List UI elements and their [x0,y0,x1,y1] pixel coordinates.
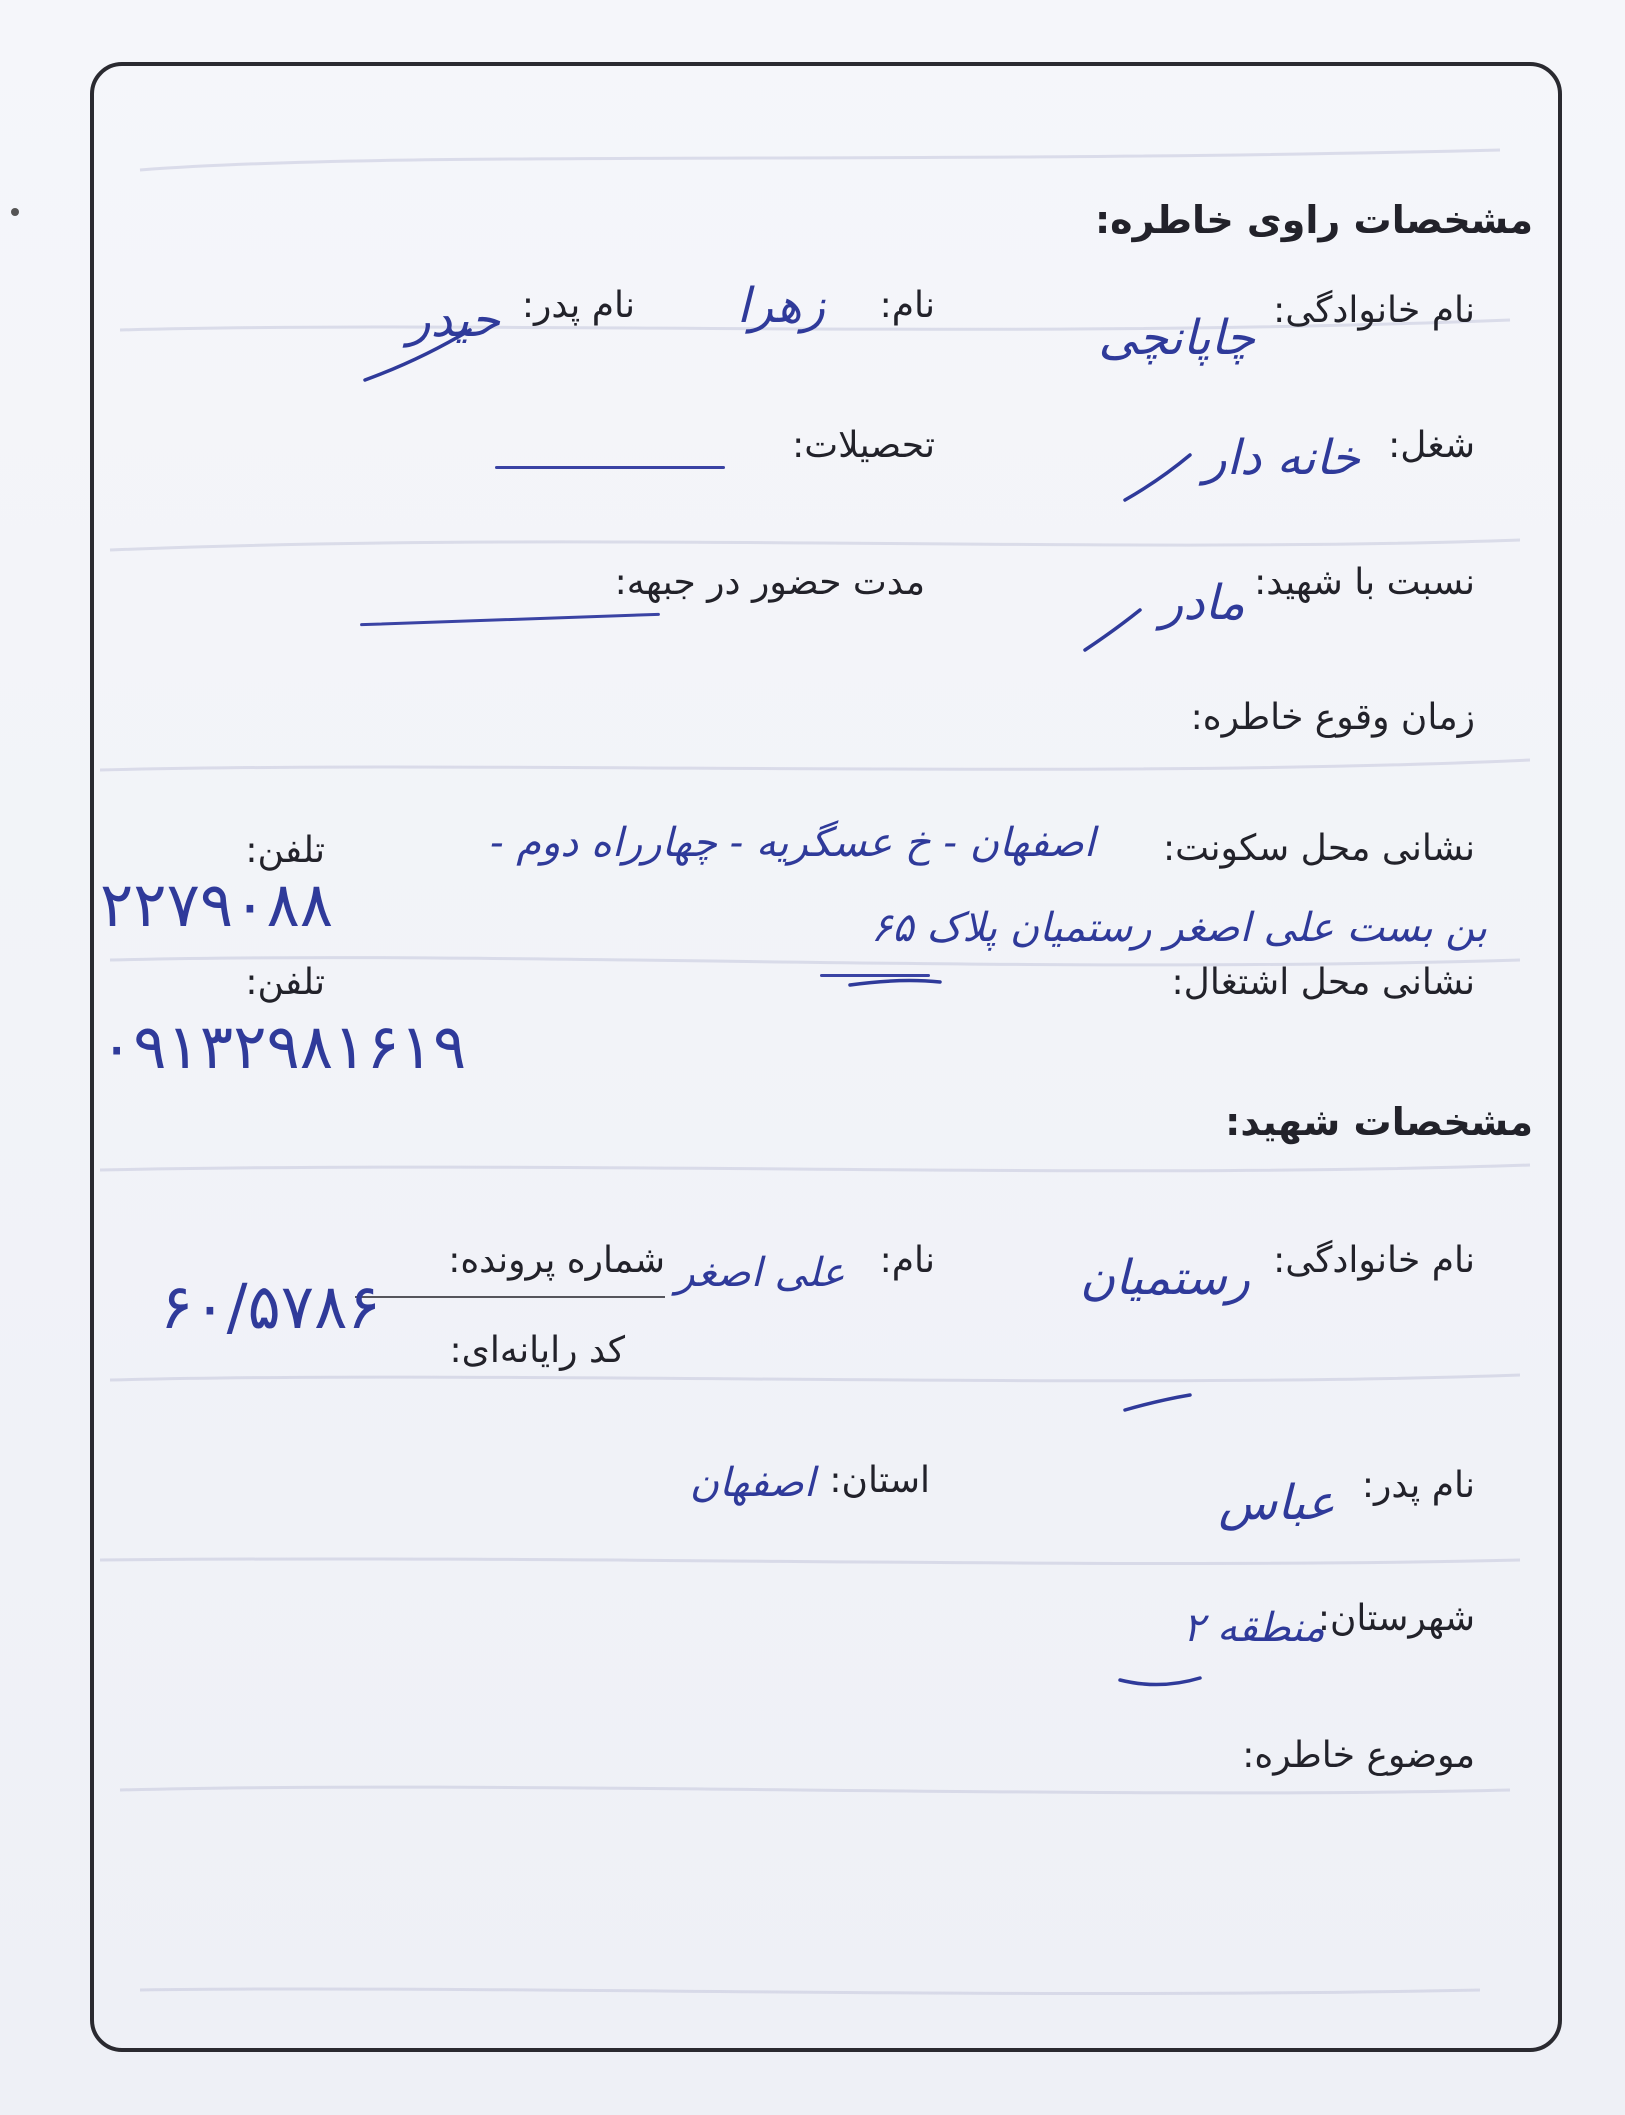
narrator-name-value[interactable]: زهرا [736,278,825,334]
martyr-family-value[interactable]: رستمیان [1080,1250,1250,1306]
martyr-subject-label: موضوع خاطره: [1242,1735,1475,1776]
martyr-name-label: نام: [879,1240,935,1281]
martyr-province-label: استان: [829,1460,930,1501]
narrator-family-value[interactable]: چاپانچی [1098,310,1255,366]
martyr-family-label: نام خانوادگی: [1273,1240,1475,1281]
narrator-work-phone-value[interactable]: ۰۹۱۳۲۹۸۱۶۱۹ [100,1010,467,1083]
narrator-job-value[interactable]: خانه دار [1203,430,1360,486]
martyr-father-label: نام پدر: [1361,1465,1475,1506]
narrator-work-address-label: نشانی محل اشتغال: [1171,962,1475,1003]
narrator-relation-label: نسبت با شهید: [1254,562,1475,603]
narrator-job-label: شغل: [1388,425,1475,466]
martyr-city-value[interactable]: منطقه ۲ [1182,1605,1325,1651]
martyr-name-value[interactable]: علی اصغر [675,1250,845,1296]
narrator-father-label: نام پدر: [521,285,635,326]
narrator-relation-value[interactable]: مادر [1160,575,1245,631]
narrator-residence-line2[interactable]: بن بست علی اصغر رستمیان پلاک ۶۵ [870,905,1487,951]
narrator-phone-label: تلفن: [245,830,325,871]
narrator-memory-time-label: زمان وقوع خاطره: [1190,697,1475,738]
narrator-work-phone-label: تلفن: [245,962,325,1003]
martyr-city-label: شهرستان: [1317,1598,1475,1639]
narrator-name-label: نام: [879,285,935,326]
narrator-residence-line1[interactable]: اصفهان - خ عسگریه - چهارراه دوم - [490,820,1095,866]
narrator-family-label: نام خانوادگی: [1273,290,1475,331]
narrator-heading: مشخصات راوی خاطره: [1094,198,1533,242]
narrator-father-value[interactable]: حیدر [407,292,500,348]
narrator-education-label: تحصیلات: [792,425,935,466]
narrator-residence-label: نشانی محل سکونت: [1163,828,1475,869]
narrator-phone-value[interactable]: ۲۲۷۹۰۸۸ [100,868,334,941]
narrator-front-duration-label: مدت حضور در جبهه: [614,562,925,603]
martyr-father-value[interactable]: عباس [1218,1475,1335,1531]
martyr-file-number-label: شماره پرونده: [448,1240,665,1281]
martyr-province-value[interactable]: اصفهان [689,1460,815,1506]
martyr-file-number-value[interactable]: ۶۰/۵۷۸۶ [160,1270,381,1343]
martyr-computer-code-label: کد رایانه‌ای: [449,1330,625,1371]
martyr-heading: مشخصات شهید: [1225,1100,1533,1144]
